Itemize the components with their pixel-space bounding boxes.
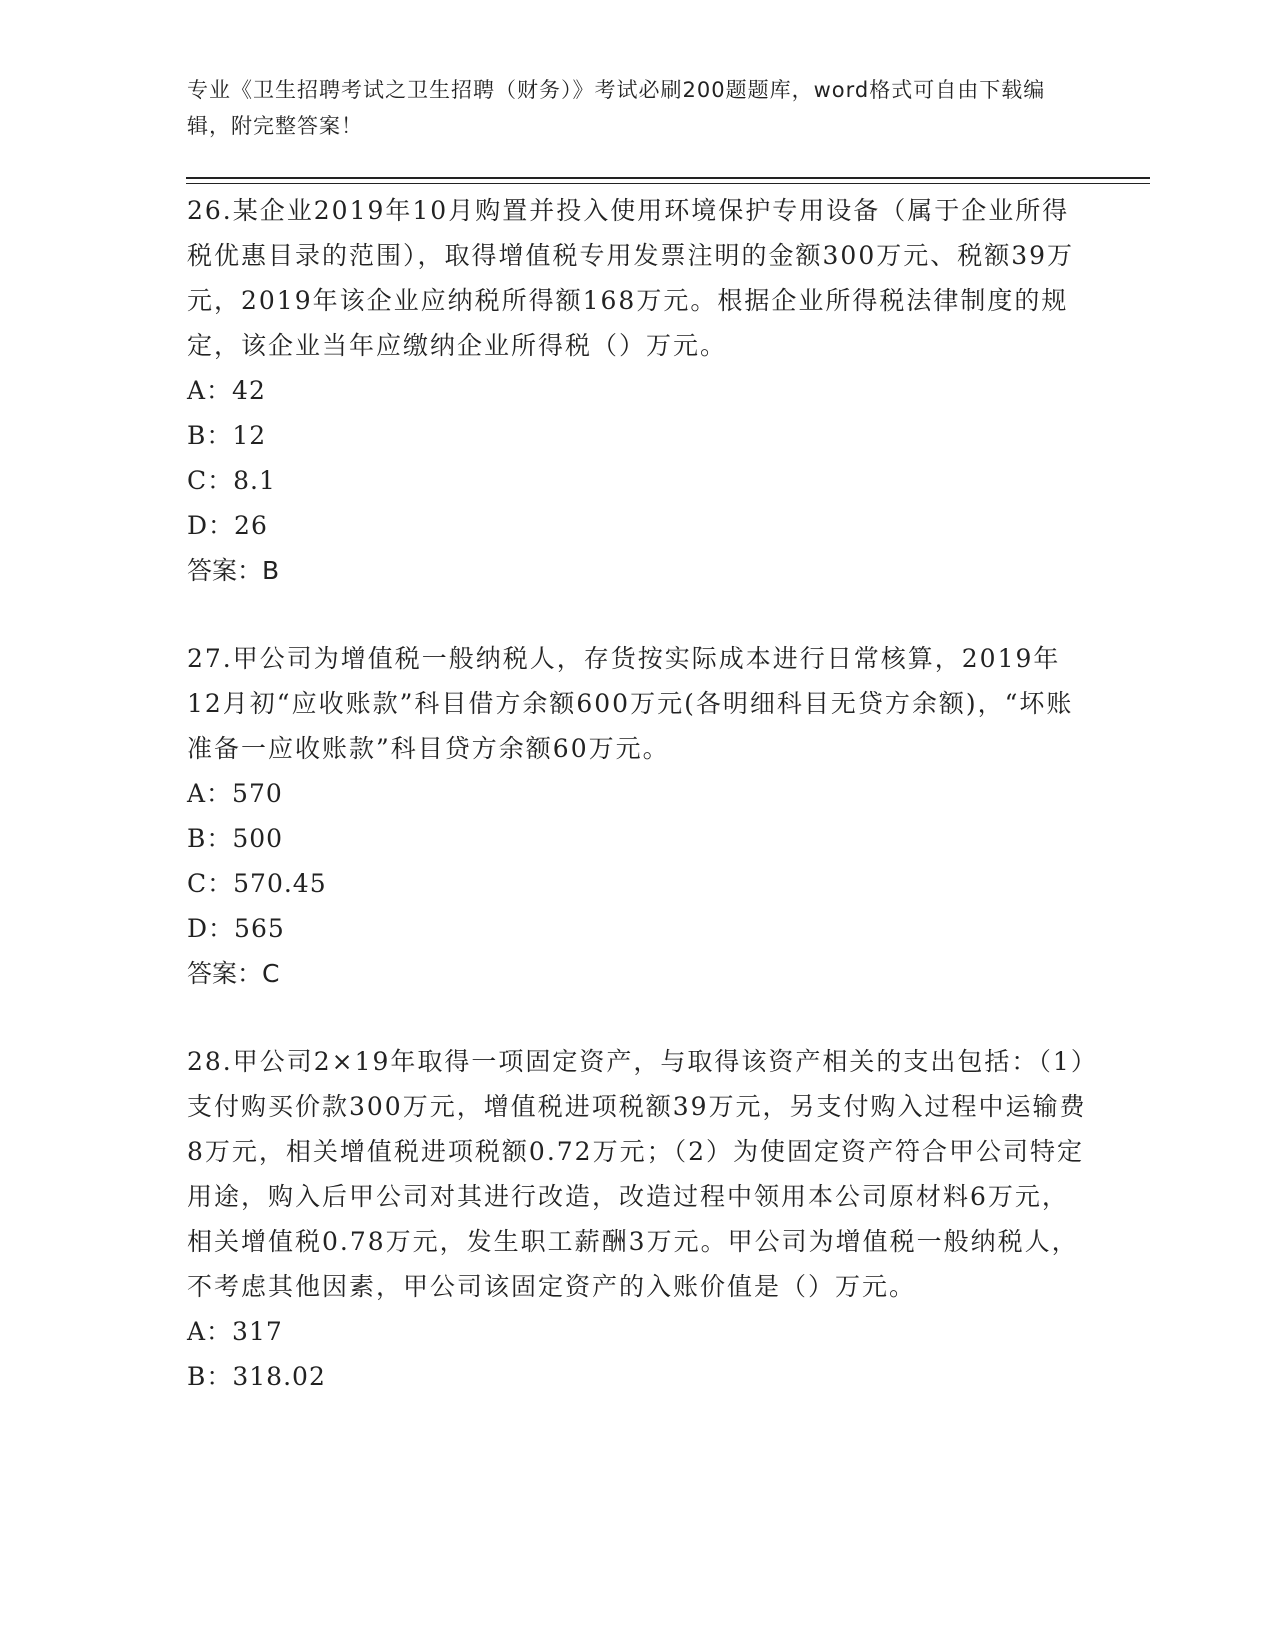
question-28: [187, 1039, 1087, 1399]
question-27: [187, 636, 1087, 996]
option-b: B：500: [187, 824, 284, 853]
question-text: 27.甲公司为增值税一般纳税人，存货按实际成本进行日常核算，2019年12月初“应收账款”科目借方余额600万元(各明细科目无贷方余额)，“坏账准备一应收账款”科目贷方余额60万元。: [187, 644, 1074, 763]
answer-label: 答案：B: [187, 556, 280, 585]
option-d: D：26: [187, 511, 268, 540]
option-b: B：12: [187, 421, 267, 450]
option-d: D：565: [187, 914, 285, 943]
question-text: 26.某企业2019年10月购置并投入使用环境保护专用设备（属于企业所得税优惠目录的范围），取得增值税专用发票注明的金额300万元、税额39万元，2019年该企业应纳税所得额168万元。根据企业所得税法律制度的规定，该企业当年应缴纳企业所得税（）万元。: [187, 196, 1075, 360]
option-a: A：42: [187, 376, 266, 405]
header-divider: [186, 177, 1150, 179]
option-b: B：318.02: [187, 1362, 326, 1391]
page-header: 专业《卫生招聘考试之卫生招聘（财务）》考试必刷200题题库，word格式可自由下载编辑，附完整答案！: [187, 78, 1046, 138]
option-c: C：570.45: [187, 869, 327, 898]
option-c: C：8.1: [187, 466, 276, 495]
option-a: A：317: [187, 1317, 283, 1346]
answer-label: 答案：C: [187, 959, 280, 988]
option-a: A：570: [187, 779, 283, 808]
questions-list: [187, 188, 1087, 1442]
header-divider-thin: [186, 183, 1150, 184]
question-text: 28.甲公司2×19年取得一项固定资产，与取得该资产相关的支出包括：（1）支付购买价款300万元，增值税进项税额39万元，另支付购入过程中运输费8万元，相关增值税进项税额0.72万元；（2）为使固定资产符合甲公司特定用途，购入后甲公司对其进行改造，改造过程中领用本公司原材料6万元，相关增值税0.78万元，发生职工薪酬3万元。甲公司为增值税一般纳税人，不考虑其他因素，甲公司该固定资产的入账价值是（）万元。: [187, 1047, 1087, 1301]
question-26: [187, 188, 1087, 593]
